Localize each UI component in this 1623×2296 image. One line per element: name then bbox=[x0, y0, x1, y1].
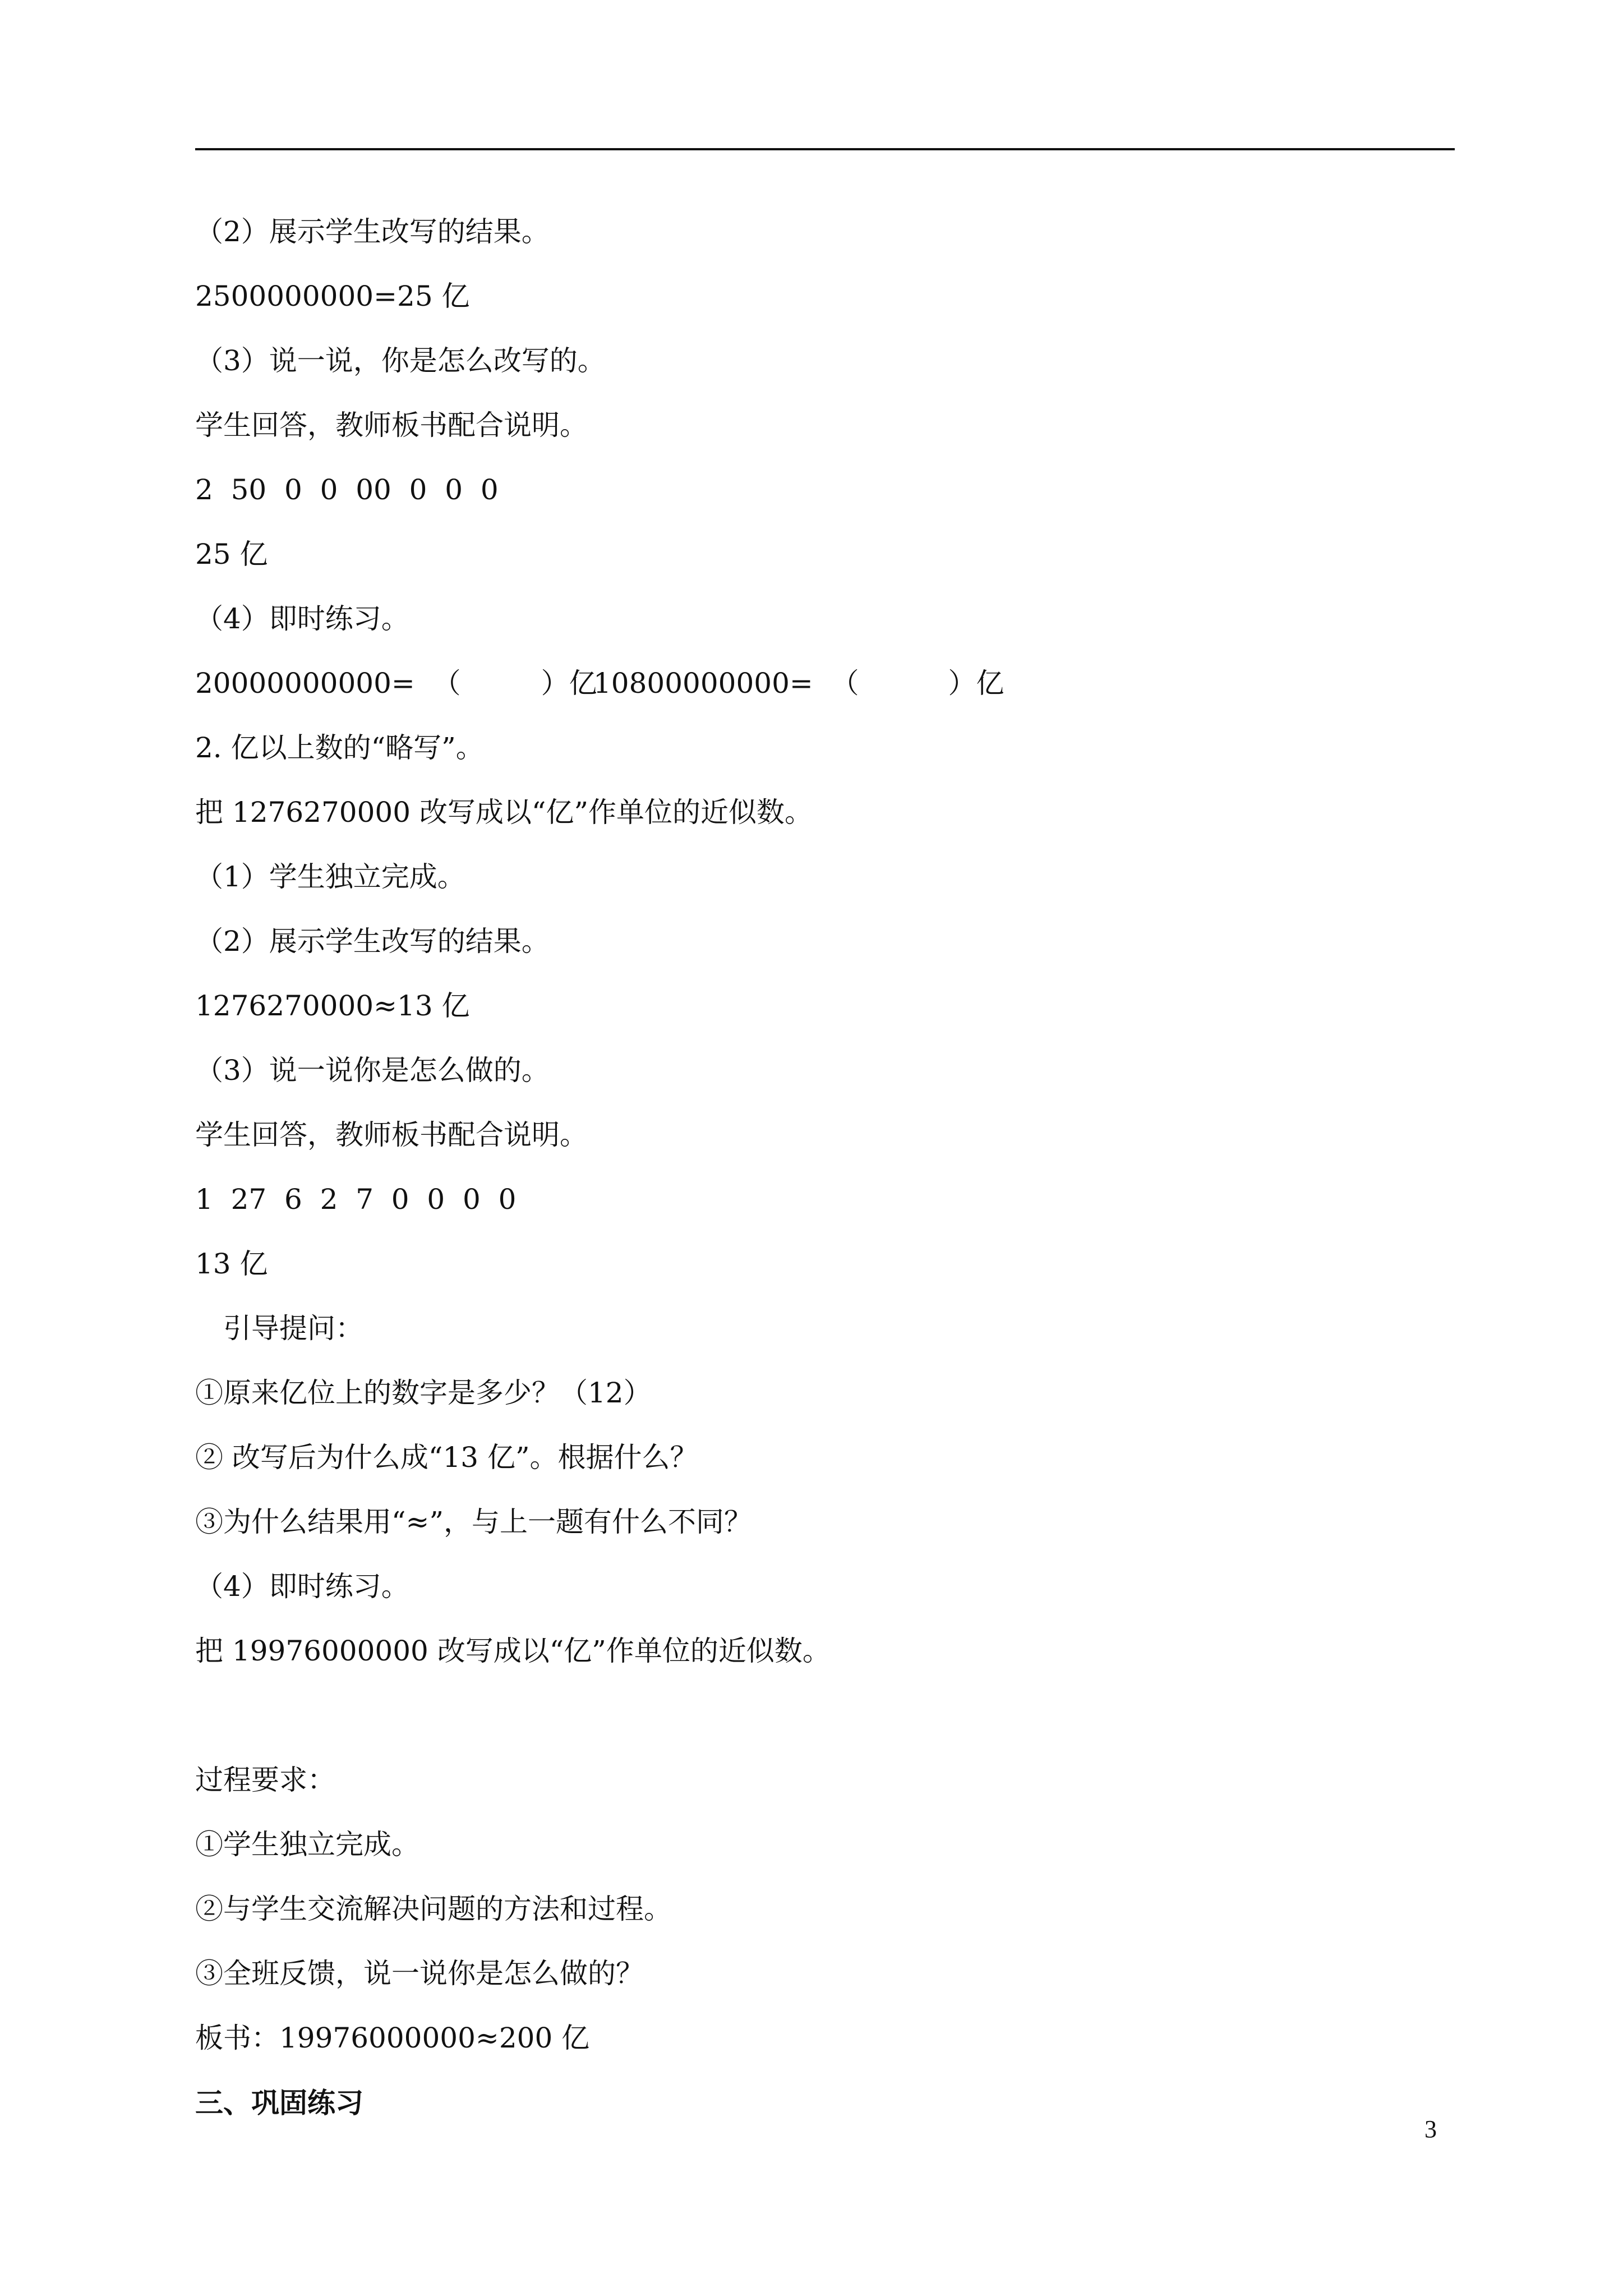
text-line: 2. 亿以上数的“略写”。 bbox=[195, 731, 484, 764]
process-heading: 过程要求： bbox=[195, 1764, 335, 1796]
text-line: （3）说一说你是怎么做的。 bbox=[195, 1054, 550, 1087]
text-line: 1276270000≈13 亿 bbox=[195, 990, 470, 1022]
text-line: （4）即时练习。 bbox=[195, 1570, 409, 1603]
text-line: （1）学生独立完成。 bbox=[195, 861, 465, 893]
digit-grouping: 2 50 0 0 00 0 0 0 bbox=[195, 473, 499, 506]
text-line: 学生回答，教师板书配合说明。 bbox=[195, 409, 588, 441]
process-item: ②与学生交流解决问题的方法和过程。 bbox=[195, 1893, 672, 1925]
question-item: ①原来亿位上的数字是多少？（12） bbox=[195, 1377, 652, 1409]
text-line: （4）即时练习。 bbox=[195, 602, 409, 635]
text-line: 把 1276270000 改写成以“亿”作单位的近似数。 bbox=[195, 796, 813, 829]
digit-grouping: 1 27 6 2 7 0 0 0 0 bbox=[195, 1183, 517, 1216]
text-line: 25 亿 bbox=[195, 538, 268, 570]
page-number: 3 bbox=[1424, 2115, 1437, 2143]
text-line: （3）说一说，你是怎么改写的。 bbox=[195, 344, 606, 377]
text-line: 把 19976000000 改写成以“亿”作单位的近似数。 bbox=[195, 1635, 831, 1667]
text-line: （2）展示学生改写的结果。 bbox=[195, 215, 550, 248]
exercise-row bbox=[195, 651, 1455, 716]
question-item: ③为什么结果用“≈”，与上一题有什么不同？ bbox=[195, 1506, 753, 1538]
text-line: 13 亿 bbox=[195, 1248, 268, 1280]
page-content bbox=[195, 200, 1455, 2135]
exercise-left: 20000000000= （ ）亿 bbox=[195, 667, 597, 700]
header-rule bbox=[195, 148, 1455, 150]
exercise-right: 10800000000= （ ）亿 bbox=[593, 667, 1004, 700]
section-title: 三、巩固练习 bbox=[195, 2086, 363, 2119]
text-line: 2500000000=25 亿 bbox=[195, 280, 470, 312]
process-item: ③全班反馈，说一说你是怎么做的？ bbox=[195, 1957, 644, 1990]
text-line: （2）展示学生改写的结果。 bbox=[195, 925, 550, 958]
guide-heading: 引导提问： bbox=[223, 1312, 363, 1345]
text-line: 学生回答，教师板书配合说明。 bbox=[195, 1119, 588, 1151]
question-item: ② 改写后为什么成“13 亿”。根据什么？ bbox=[195, 1441, 698, 1474]
process-item: ①学生独立完成。 bbox=[195, 1828, 419, 1861]
board-writing: 板书：19976000000≈200 亿 bbox=[195, 2022, 590, 2054]
